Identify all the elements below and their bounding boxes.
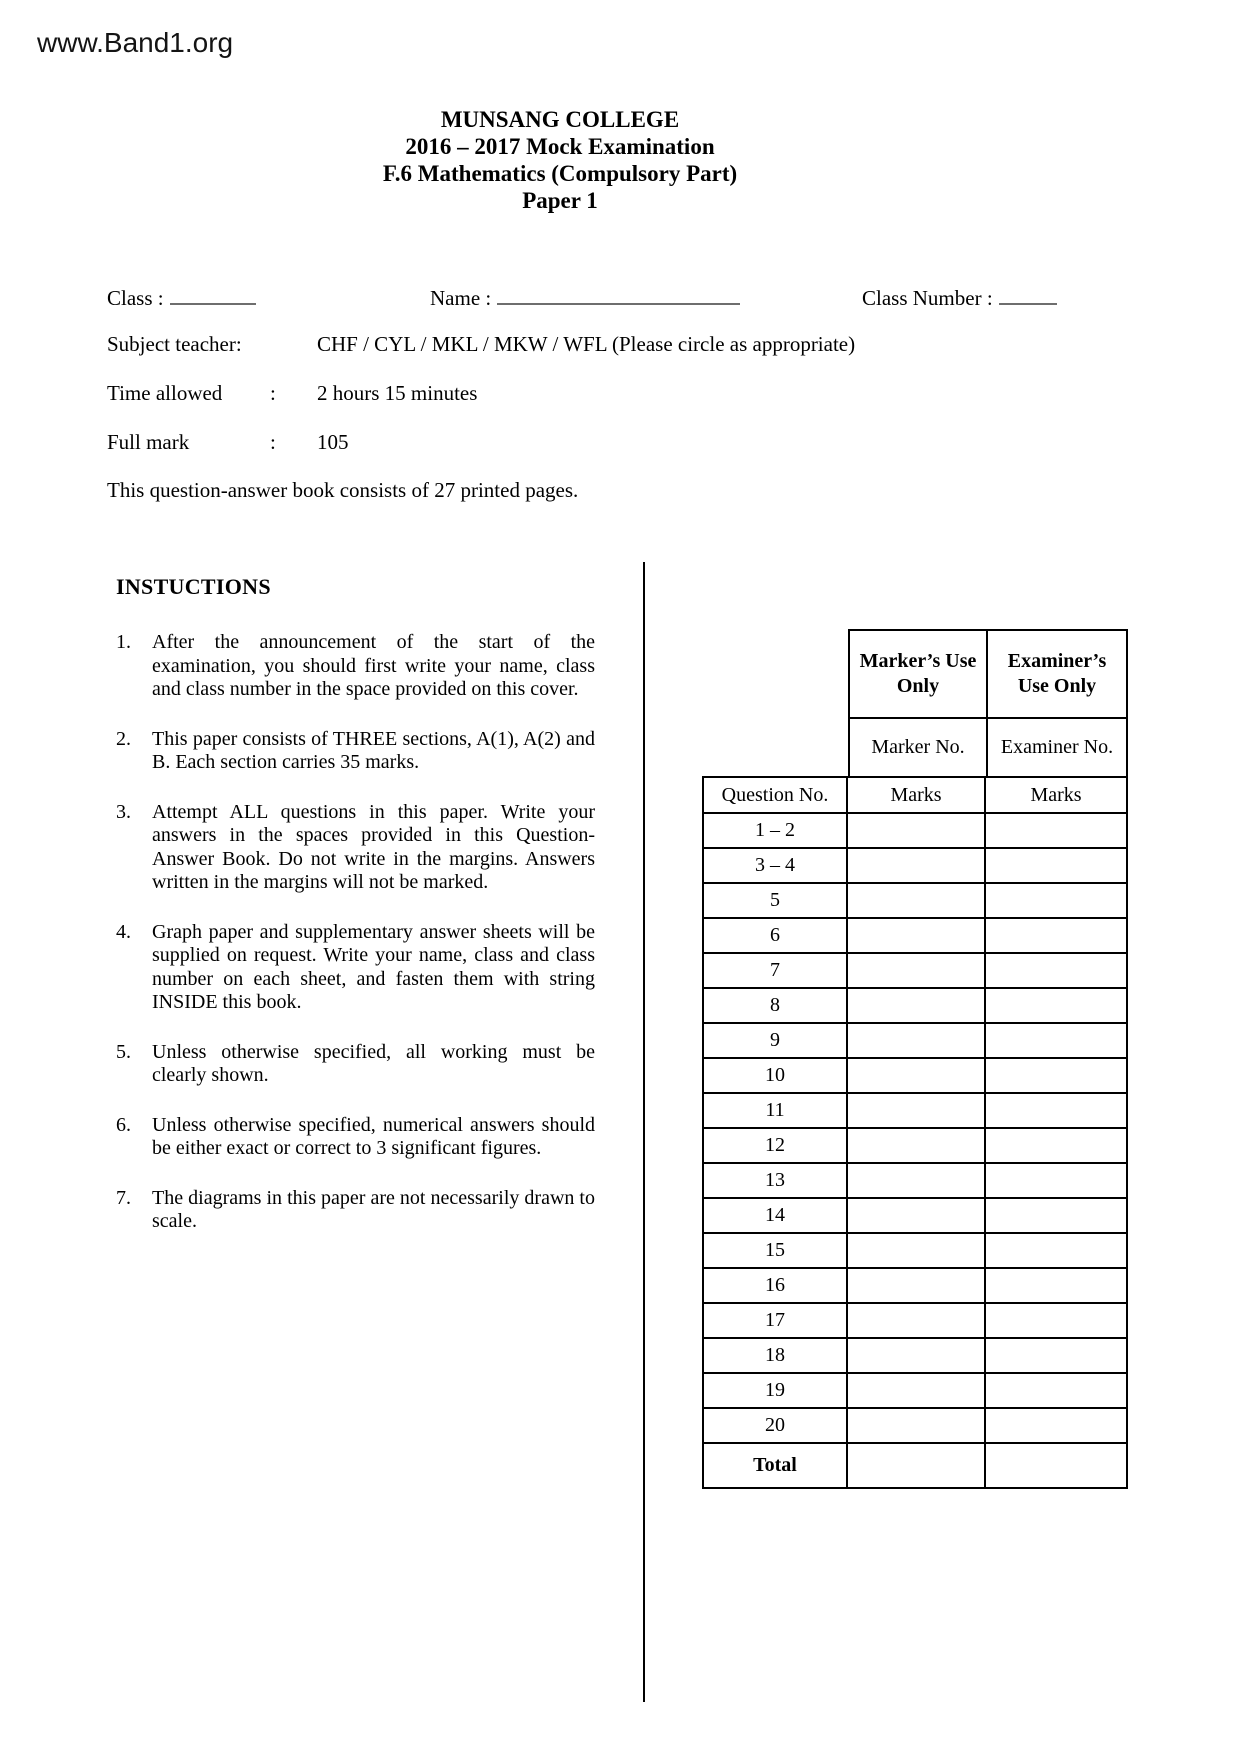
marker-marks-cell xyxy=(848,814,986,847)
marks-table-row xyxy=(704,1234,1126,1269)
examiner-marks-cell xyxy=(986,1269,1126,1302)
marker-no-label: Marker No. xyxy=(850,719,988,776)
marks-table-row xyxy=(704,954,1126,989)
class-number-label: Class Number : xyxy=(862,286,993,310)
instruction-item xyxy=(116,921,595,1015)
marker-marks-cell xyxy=(848,849,986,882)
instruction-text: Unless otherwise specified, numerical answers should be either exact or correct to 3 significant figures. xyxy=(152,1113,595,1159)
instruction-text: Graph paper and supplementary answer sheets will be supplied on request. Write your name, class and class number on each sheet, and fasten them with string INSIDE this book. xyxy=(152,920,595,1013)
full-mark-value: 105 xyxy=(317,430,349,454)
examiner-marks-cell xyxy=(986,1164,1126,1197)
pages-note: This question-answer book consists of 27 printed pages. xyxy=(107,478,579,502)
class-number-field xyxy=(862,284,1057,311)
examiner-marks-cell xyxy=(986,814,1126,847)
marks-table-row xyxy=(704,1024,1126,1059)
marker-use-only-header: Marker’s Use Only xyxy=(850,631,988,717)
question-no-cell: 13 xyxy=(704,1164,848,1197)
marker-marks-cell xyxy=(848,1234,986,1267)
name-field xyxy=(430,284,740,311)
instruction-text: Unless otherwise specified, all working must be clearly shown. xyxy=(152,1040,595,1086)
marks-table-row xyxy=(704,1374,1126,1409)
examiner-marks-cell xyxy=(986,1444,1126,1487)
marks-table-row xyxy=(704,1409,1126,1444)
examiner-marks-cell xyxy=(986,884,1126,917)
marker-marks-cell xyxy=(848,1304,986,1337)
marker-marks-cell xyxy=(848,1129,986,1162)
class-number-blank-line xyxy=(999,284,1057,305)
use-only-header-row xyxy=(850,631,1126,719)
instruction-number: 5. xyxy=(116,1040,131,1063)
marks-table-row xyxy=(704,1094,1126,1129)
marker-marks-cell xyxy=(848,1199,986,1232)
instruction-item xyxy=(116,631,595,702)
examiner-marks-cell xyxy=(986,849,1126,882)
question-no-cell: 7 xyxy=(704,954,848,987)
subject-teacher-label: Subject teacher: xyxy=(107,332,242,356)
examiner-marks-cell xyxy=(986,1234,1126,1267)
marks-table-row xyxy=(704,1199,1126,1234)
instruction-text: This paper consists of THREE sections, A(1), A(2) and B. Each section carries 35 marks. xyxy=(152,727,595,773)
marker-marks-cell xyxy=(848,1024,986,1057)
subject-teacher-value: CHF / CYL / MKL / MKW / WFL (Please circle as appropriate) xyxy=(317,332,856,356)
marker-marks-cell xyxy=(848,884,986,917)
examiner-marks-header: Marks xyxy=(1030,784,1082,806)
question-no-cell: Total xyxy=(704,1444,848,1487)
question-no-cell: 9 xyxy=(704,1024,848,1057)
instruction-text: The diagrams in this paper are not necessarily drawn to scale. xyxy=(152,1186,595,1232)
class-field xyxy=(107,284,256,311)
instruction-item xyxy=(116,1187,595,1234)
marker-marks-cell xyxy=(848,1164,986,1197)
examiner-marks-cell xyxy=(986,1059,1126,1092)
instruction-item xyxy=(116,1041,595,1088)
marks-table-row xyxy=(704,1444,1126,1487)
question-no-cell: 14 xyxy=(704,1199,848,1232)
class-label: Class : xyxy=(107,286,164,310)
examiner-marks-cell xyxy=(986,1374,1126,1407)
question-no-cell: 19 xyxy=(704,1374,848,1407)
instruction-number: 1. xyxy=(116,631,131,653)
instruction-number: 2. xyxy=(116,727,131,750)
marker-marks-cell xyxy=(848,1094,986,1127)
watermark: www.Band1.org xyxy=(37,27,234,58)
marks-table-grid xyxy=(702,776,1128,1489)
instruction-item xyxy=(116,1114,595,1161)
instruction-item xyxy=(116,801,595,895)
full-mark-row xyxy=(107,430,1137,460)
marks-table-row xyxy=(704,1304,1126,1339)
marker-marks-cell xyxy=(848,1409,986,1442)
marks-table-row xyxy=(704,1059,1126,1094)
time-allowed-colon: : xyxy=(270,381,276,405)
marker-marks-cell xyxy=(848,1269,986,1302)
name-blank-line xyxy=(497,284,740,305)
marker-marks-cell xyxy=(848,954,986,987)
school-name: MUNSANG COLLEGE xyxy=(440,107,680,132)
time-allowed-label: Time allowed xyxy=(107,381,223,405)
instruction-number: 6. xyxy=(116,1113,131,1136)
instructions-section xyxy=(116,574,595,1260)
time-allowed-row xyxy=(107,381,1137,411)
instruction-number: 4. xyxy=(116,920,131,943)
vertical-divider-line xyxy=(643,562,645,1702)
marks-table-row xyxy=(704,1129,1126,1164)
full-mark-label: Full mark xyxy=(107,430,190,454)
exam-name: 2016 – 2017 Mock Examination xyxy=(405,134,715,159)
time-allowed-value: 2 hours 15 minutes xyxy=(317,381,478,405)
examiner-marks-cell xyxy=(986,1199,1126,1232)
instruction-item xyxy=(116,728,595,775)
examiner-marks-cell xyxy=(986,1339,1126,1372)
question-no-cell: 20 xyxy=(704,1409,848,1442)
question-no-cell: 3 – 4 xyxy=(704,849,848,882)
marks-table-row xyxy=(704,1164,1126,1199)
question-no-cell: 8 xyxy=(704,989,848,1022)
subject-name: F.6 Mathematics (Compulsory Part) xyxy=(382,161,738,186)
marker-marks-header: Marks xyxy=(848,778,986,812)
examiner-no-label: Examiner No. xyxy=(1000,736,1114,758)
instructions-heading: INSTUCTIONS xyxy=(116,574,271,599)
number-header-row xyxy=(850,719,1126,776)
question-no-cell: 5 xyxy=(704,884,848,917)
question-no-cell: 6 xyxy=(704,919,848,952)
instruction-text: After the announcement of the start of the examination, you should first write your name, class and class number in the space provided on this cover. xyxy=(152,631,595,700)
examiner-marks-cell xyxy=(986,919,1126,952)
question-no-cell: 11 xyxy=(704,1094,848,1127)
question-no-header: Question No. xyxy=(704,778,848,812)
pages-note-row xyxy=(107,478,1137,508)
question-no-cell: 1 – 2 xyxy=(704,814,848,847)
full-mark-colon: : xyxy=(270,430,276,454)
question-no-cell: 17 xyxy=(704,1304,848,1337)
paper-number: Paper 1 xyxy=(522,188,598,213)
marks-table-header xyxy=(848,629,1128,776)
question-no-cell: 15 xyxy=(704,1234,848,1267)
examiner-marks-cell xyxy=(986,1024,1126,1057)
examiner-marks-cell xyxy=(986,1094,1126,1127)
instructions-list xyxy=(116,631,595,1234)
marks-table-row xyxy=(704,814,1126,849)
marker-marks-cell xyxy=(848,1444,986,1487)
question-no-cell: 12 xyxy=(704,1129,848,1162)
marks-table-column-headers xyxy=(704,778,1126,814)
marks-table-body xyxy=(704,814,1126,1487)
marks-table xyxy=(702,629,1128,1489)
marker-marks-cell xyxy=(848,1339,986,1372)
marks-table-row xyxy=(704,1339,1126,1374)
examiner-marks-cell xyxy=(986,989,1126,1022)
marker-marks-cell xyxy=(848,989,986,1022)
examiner-marks-cell xyxy=(986,1304,1126,1337)
examiner-marks-cell xyxy=(986,954,1126,987)
marks-table-row xyxy=(704,1269,1126,1304)
marker-marks-cell xyxy=(848,1374,986,1407)
examiner-marks-cell xyxy=(986,1129,1126,1162)
marks-table-row xyxy=(704,884,1126,919)
marks-table-row xyxy=(704,989,1126,1024)
class-blank-line xyxy=(170,284,256,305)
instruction-text: Attempt ALL questions in this paper. Write your answers in the spaces provided in this Question-Answer Book. Do not write in the margins. Answers written in the margins will not be marked. xyxy=(152,800,595,893)
marker-marks-cell xyxy=(848,1059,986,1092)
instruction-number: 3. xyxy=(116,800,131,823)
examiner-marks-cell xyxy=(986,1409,1126,1442)
examiner-use-only-header: Examiner’s Use Only xyxy=(1007,650,1107,697)
title-block xyxy=(107,106,1013,214)
question-no-cell: 18 xyxy=(704,1339,848,1372)
question-no-cell: 16 xyxy=(704,1269,848,1302)
question-no-cell: 10 xyxy=(704,1059,848,1092)
instruction-number: 7. xyxy=(116,1186,131,1209)
subject-teacher-row xyxy=(107,332,1137,362)
marks-table-row xyxy=(704,919,1126,954)
name-label: Name : xyxy=(430,286,492,310)
marks-table-row xyxy=(704,849,1126,884)
marker-marks-cell xyxy=(848,919,986,952)
student-info-row xyxy=(107,284,1137,314)
